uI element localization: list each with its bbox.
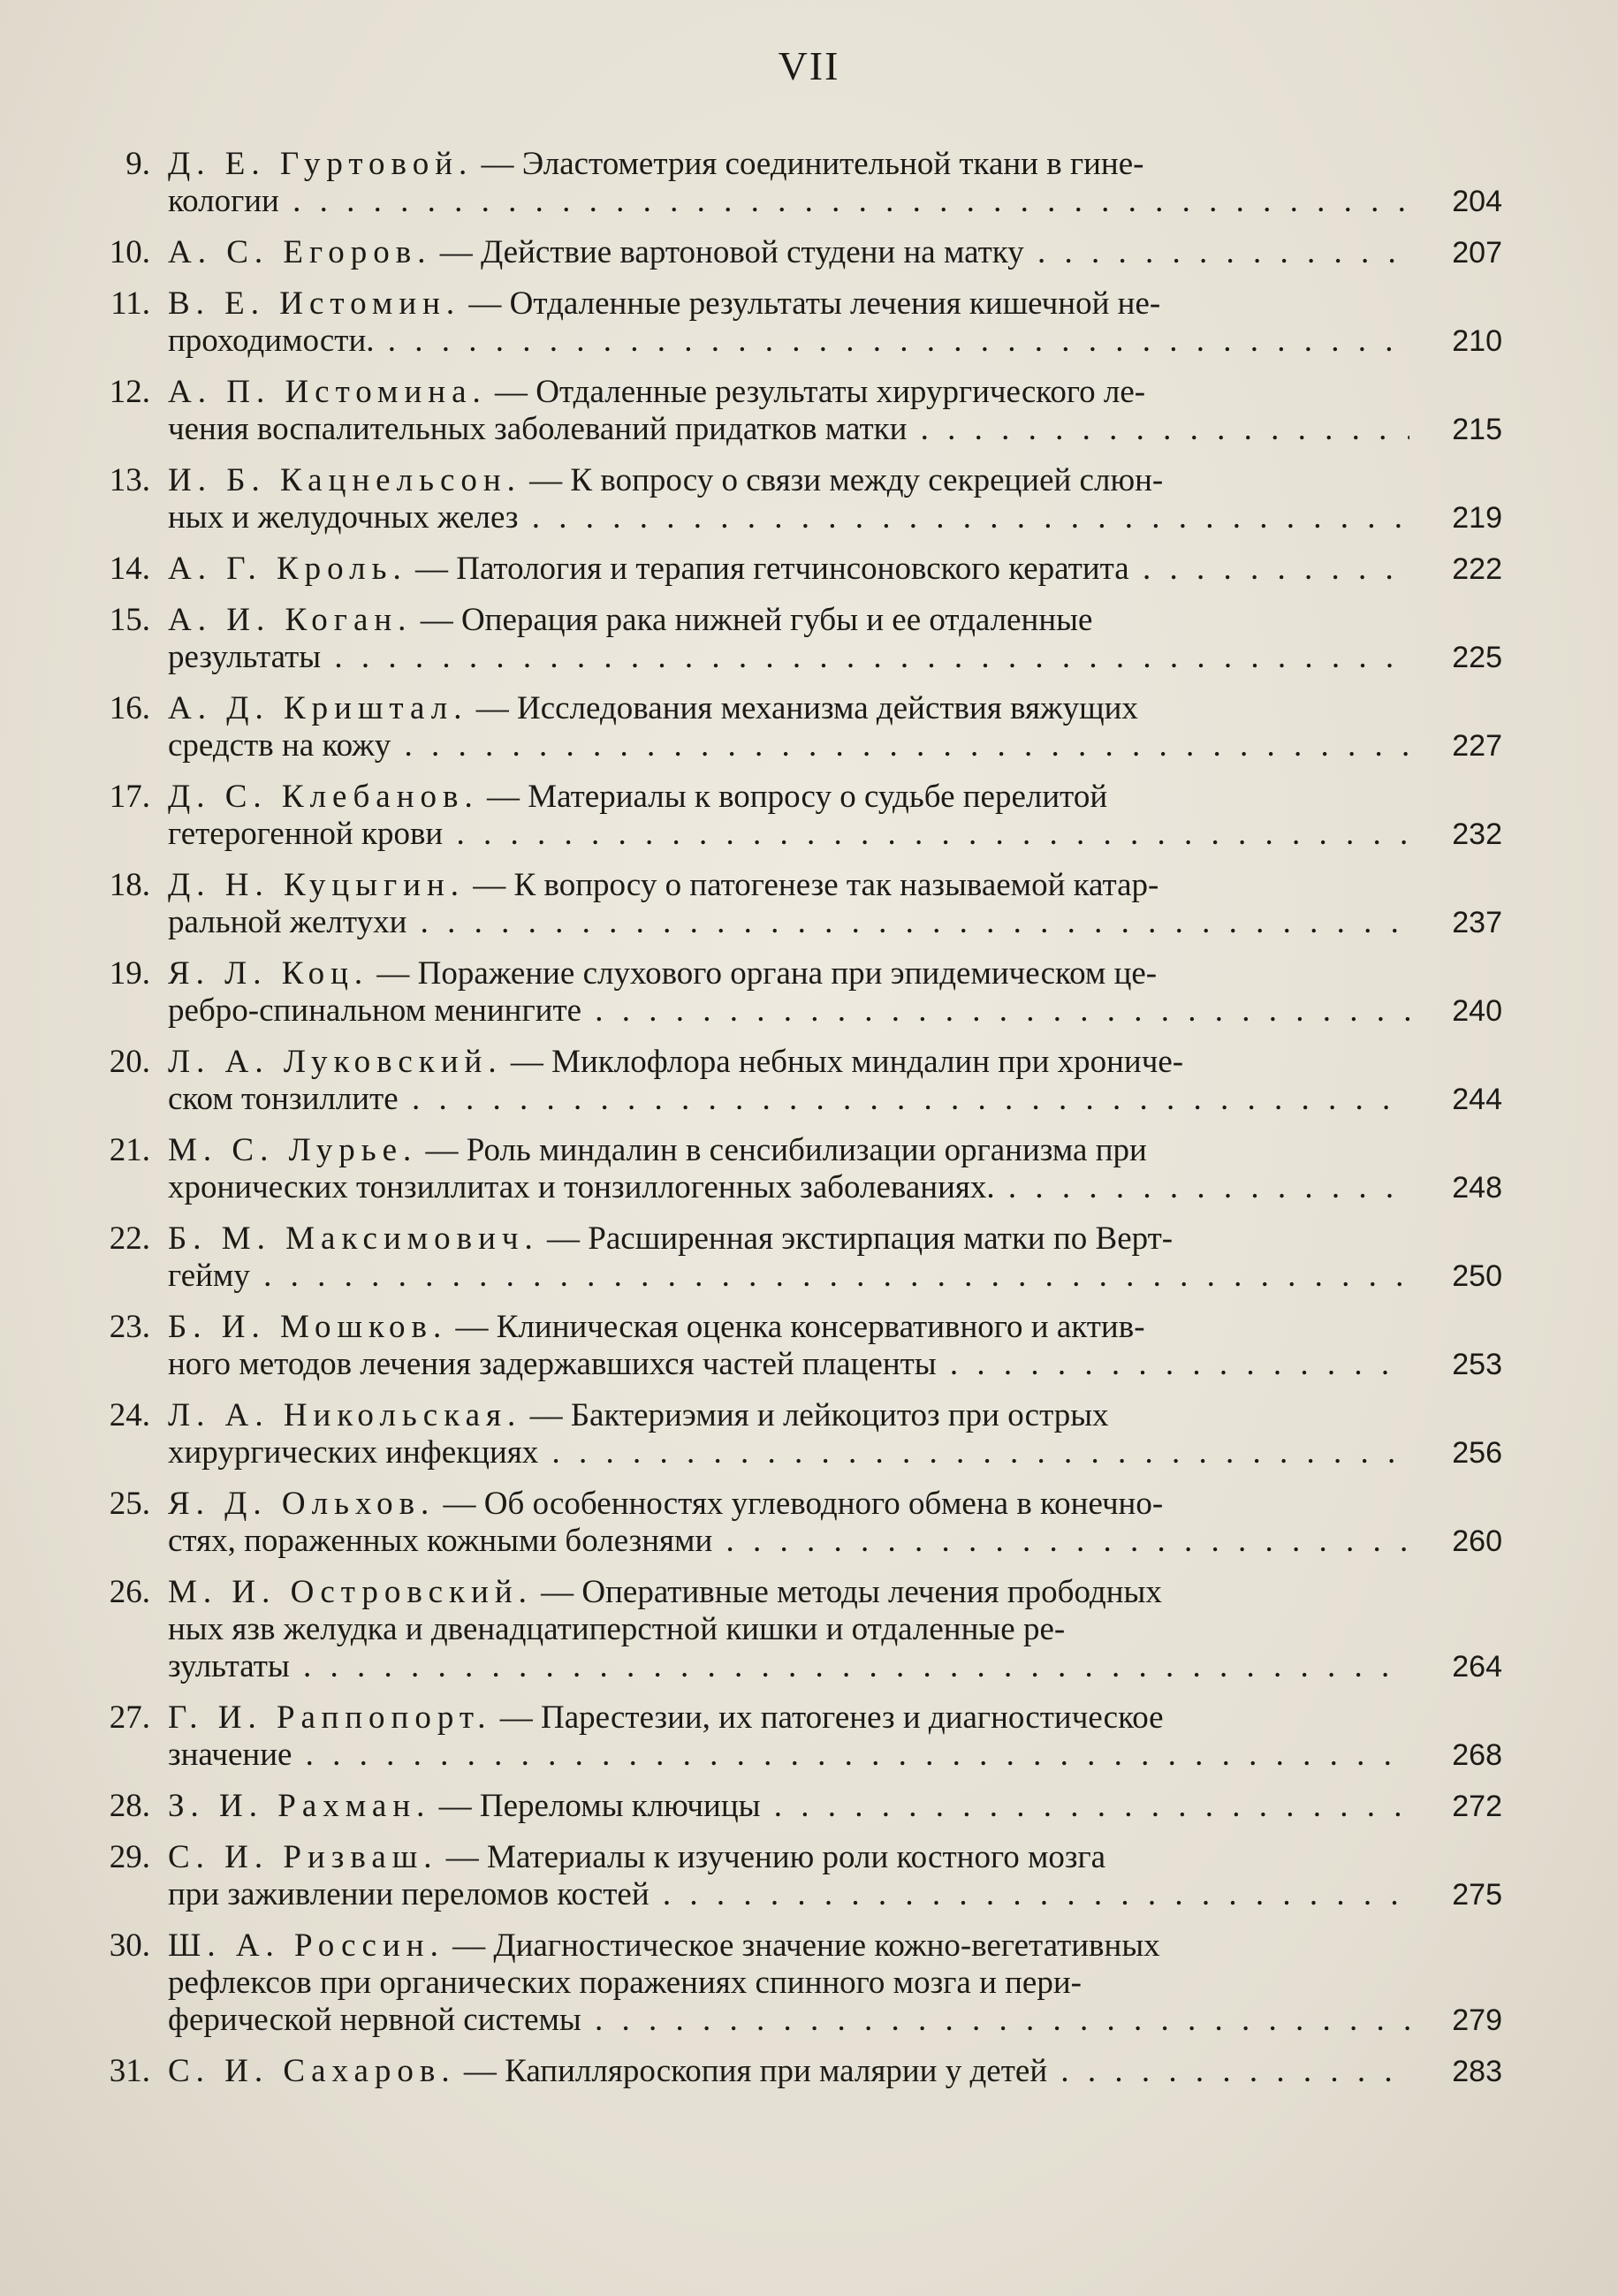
entry-title-line [168, 904, 1409, 941]
entry-author: А. С. Егоров. [168, 234, 432, 270]
entry-number: 21. [109, 1132, 150, 1168]
entry-page-number: 248 [1452, 1171, 1502, 1205]
leader-dots [1024, 234, 1409, 270]
entry-title-line [168, 1132, 1409, 1169]
entry-title-text: — Диагностическое значение кожно-вегетативных [452, 1927, 1160, 1964]
entry-title-line [168, 234, 1409, 271]
entry-title-text: — Миклофлора небных миндалин при хрониче- [510, 1044, 1184, 1080]
entry-title-line [168, 992, 1409, 1030]
entry-author: Ш. А. Россин. [168, 1927, 444, 1964]
entry-title-text: зультаты [168, 1648, 290, 1684]
entry-author: М. И. Островский. [168, 1574, 533, 1610]
entry-number: 19. [109, 955, 150, 992]
entry-title-text: ральной желтухи [168, 904, 407, 940]
leader-dots [581, 992, 1409, 1029]
entry-number: 25. [109, 1486, 150, 1522]
entry-title-line [168, 411, 1409, 448]
page-number: VII [778, 43, 840, 88]
toc-entry [88, 1927, 1502, 2039]
entry-title-text: — Бактериэмия и лейкоцитоз при острых [529, 1397, 1109, 1433]
entry-title-text: рефлексов при органических поражениях спинного мозга и пери- [168, 1965, 1082, 2001]
entry-number: 27. [109, 1699, 150, 1736]
entry-number: 17. [109, 779, 150, 815]
entry-number: 16. [109, 690, 150, 726]
entry-title-text: — Поражение слухового органа при эпидемическом це- [376, 955, 1158, 992]
leader-dots [250, 1258, 1409, 1294]
entry-page-number: 268 [1452, 1738, 1502, 1772]
entry-title-text: ных и желудочных желез [168, 499, 519, 536]
leader-dots [712, 1523, 1409, 1559]
leader-dots [907, 411, 1409, 447]
entry-number: 9. [125, 146, 150, 182]
entry-number: 10. [109, 234, 150, 270]
entry-number: 23. [109, 1309, 150, 1345]
entry-author: А. Д. Криштал. [168, 690, 468, 726]
entry-title-line [168, 499, 1409, 536]
leader-dots [443, 816, 1409, 852]
toc-entry [88, 374, 1502, 448]
toc-entry [88, 1486, 1502, 1560]
entry-number: 18. [109, 867, 150, 903]
entry-title-line [168, 690, 1409, 727]
entry-page-number: 272 [1452, 1790, 1502, 1823]
entry-title-line [168, 1839, 1409, 1876]
leader-dots [760, 1788, 1409, 1824]
entry-title-text: — Об особенностях углеводного обмена в конечно- [443, 1486, 1164, 1522]
toc-entry [88, 1132, 1502, 1206]
entry-title-line [168, 1044, 1409, 1081]
toc-entry [88, 2053, 1502, 2090]
entry-title-text: — Парестезии, их патогенез и диагностическое [499, 1699, 1164, 1736]
leader-dots [518, 499, 1409, 536]
entry-title-text: — Материалы к вопросу о судьбе перелитой [487, 779, 1108, 815]
entry-title-text: хронических тонзиллитах и тонзиллогенных заболеваниях. [168, 1169, 995, 1205]
entry-title-line [168, 1346, 1409, 1383]
toc-entry [88, 1044, 1502, 1118]
leader-dots [321, 639, 1409, 675]
entry-author: Д. Н. Куцыгин. [168, 867, 466, 903]
toc-entry [88, 551, 1502, 588]
entry-title-text: чения воспалительных заболеваний придатков матки [168, 411, 908, 447]
entry-page-number: 275 [1452, 1878, 1502, 1912]
entry-author: С. И. Ризваш. [168, 1839, 438, 1875]
entry-page-number: 219 [1452, 501, 1502, 535]
entry-title-line [168, 602, 1409, 639]
entry-title-line [168, 2002, 1409, 2039]
leader-dots [1047, 2053, 1409, 2089]
entry-page-number: 256 [1452, 1436, 1502, 1470]
entry-title-text: ных язв желудка и двенадцатиперстной кишки и отдаленные ре- [168, 1611, 1066, 1647]
entry-title-line [168, 1965, 1409, 2002]
entry-title-line [168, 1258, 1409, 1295]
entry-page-number: 225 [1452, 641, 1502, 674]
entry-author: А. П. Истомина. [168, 374, 487, 410]
toc-entry [88, 690, 1502, 764]
entry-number: 26. [109, 1574, 150, 1610]
toc-entry [88, 234, 1502, 271]
entry-title-text: — Переломы ключицы [438, 1788, 761, 1824]
entry-title-text: ферической нервной системы [168, 2002, 581, 2038]
entry-page-number: 210 [1452, 324, 1502, 358]
entry-title-text: ском тонзиллите [168, 1081, 399, 1117]
entry-number: 22. [109, 1220, 150, 1257]
entry-title-text: — Отдаленные результаты хирургического ле- [495, 374, 1146, 410]
entry-page-number: 244 [1452, 1083, 1502, 1116]
entry-title-text: стях, пораженных кожными болезнями [168, 1523, 713, 1559]
entry-author: Д. С. Клебанов. [168, 779, 479, 815]
leader-dots [292, 1737, 1409, 1773]
entry-author: А. И. Коган. [168, 602, 413, 638]
entry-page-number: 227 [1452, 729, 1502, 763]
entry-title-text: проходимости. [168, 323, 375, 359]
entry-title-line [168, 183, 1409, 220]
entry-title-text: кологии [168, 183, 279, 219]
entry-title-line [168, 816, 1409, 853]
entry-title-text: ребро-спинальном менингите [168, 992, 582, 1029]
entry-number: 20. [109, 1044, 150, 1080]
entry-title-line [168, 1081, 1409, 1118]
toc-entry [88, 1788, 1502, 1825]
entry-page-number: 240 [1452, 994, 1502, 1028]
entry-title-text: средств на кожу [168, 727, 391, 764]
entry-author: А. Г. Кроль. [168, 551, 407, 587]
entry-author: Б. М. Максимович. [168, 1220, 539, 1257]
entry-title-text: — Капилляроскопия при малярии у детей [463, 2053, 1048, 2089]
entry-page-number: 207 [1452, 236, 1502, 270]
leader-dots [279, 183, 1409, 219]
entry-title-line [168, 146, 1409, 183]
toc-entry [88, 1699, 1502, 1774]
entry-title-text: значение [168, 1737, 292, 1773]
entry-number: 29. [109, 1839, 150, 1875]
entry-title-text: — Роль миндалин в сенсибилизации организма при [425, 1132, 1147, 1168]
entry-page-number: 283 [1452, 2055, 1502, 2088]
entry-author: Л. А. Никольская. [168, 1397, 522, 1433]
entry-author: Я. Л. Коц. [168, 955, 369, 992]
entry-title-line [168, 285, 1409, 323]
entry-title-text: — Отдаленные результаты лечения кишечной не- [468, 285, 1161, 322]
entry-title-line [168, 1309, 1409, 1346]
entry-title-text: гейму [168, 1258, 250, 1294]
entry-title-text: хирургических инфекциях [168, 1434, 539, 1471]
entry-number: 15. [109, 602, 150, 638]
entry-title-line [168, 1788, 1409, 1825]
toc-entry [88, 602, 1502, 676]
entry-title-line [168, 867, 1409, 904]
entry-title-line [168, 374, 1409, 411]
entry-author: В. Е. Истомин. [168, 285, 461, 322]
entry-title-text: — Расширенная экстирпация матки по Верт- [547, 1220, 1174, 1257]
toc-entry [88, 146, 1502, 220]
entry-title-line [168, 551, 1409, 588]
entry-page-number: 237 [1452, 906, 1502, 939]
leader-dots [391, 727, 1409, 764]
leader-dots [375, 323, 1409, 359]
toc-entry [88, 1220, 1502, 1295]
leader-dots [406, 904, 1409, 940]
entry-author: Д. Е. Гуртовой. [168, 146, 474, 182]
entry-title-line [168, 1574, 1409, 1611]
entry-author: Я. Д. Ольхов. [168, 1486, 436, 1522]
entry-title-line [168, 1220, 1409, 1258]
entry-title-line [168, 1486, 1409, 1523]
toc-entry [88, 1397, 1502, 1471]
entry-author: С. И. Сахаров. [168, 2053, 456, 2089]
entry-title-text: — К вопросу о связи между секрецией слюн- [529, 462, 1164, 498]
entry-number: 28. [109, 1788, 150, 1824]
toc-entry [88, 285, 1502, 360]
entry-title-text: — Исследования механизма действия вяжущих [475, 690, 1138, 726]
entry-title-line [168, 1927, 1409, 1965]
entry-page-number: 222 [1452, 552, 1502, 586]
entry-title-text: результаты [168, 639, 322, 675]
table-of-contents [88, 146, 1502, 2104]
entry-title-line [168, 1737, 1409, 1774]
entry-title-line [168, 639, 1409, 676]
entry-title-line [168, 1611, 1409, 1648]
entry-number: 24. [109, 1397, 150, 1433]
entry-page-number: 232 [1452, 817, 1502, 851]
entry-number: 13. [109, 462, 150, 498]
leader-dots [1129, 551, 1409, 587]
entry-author: М. С. Лурье. [168, 1132, 418, 1168]
entry-number: 30. [109, 1927, 150, 1964]
entry-title-line [168, 1434, 1409, 1471]
entry-title-text: — Клиническая оценка консервативного и актив- [455, 1309, 1145, 1345]
toc-entry [88, 1309, 1502, 1383]
leader-dots [399, 1081, 1409, 1117]
entry-title-text: — Действие вартоновой студени на матку [439, 234, 1024, 270]
entry-title-line [168, 955, 1409, 992]
entry-author: Л. А. Луковский. [168, 1044, 503, 1080]
entry-title-text: — Материалы к изучению роли костного мозга [445, 1839, 1106, 1875]
entry-title-text: — Оперативные методы лечения прободных [541, 1574, 1162, 1610]
entry-title-line [168, 1523, 1409, 1560]
entry-page-number: 264 [1452, 1650, 1502, 1684]
leader-dots [937, 1346, 1409, 1382]
entry-title-line [168, 1876, 1409, 1913]
entry-title-line [168, 1169, 1409, 1206]
leader-dots [290, 1648, 1409, 1684]
entry-page-number: 204 [1452, 185, 1502, 218]
entry-title-line [168, 1699, 1409, 1737]
leader-dots [995, 1169, 1409, 1205]
entry-page-number: 260 [1452, 1524, 1502, 1558]
toc-entry [88, 1839, 1502, 1913]
entry-author: Г. И. Раппопорт. [168, 1699, 492, 1736]
leader-dots [649, 1876, 1409, 1912]
toc-entry [88, 462, 1502, 536]
entry-title-line [168, 323, 1409, 360]
entry-page-number: 253 [1452, 1348, 1502, 1381]
entry-author: Б. И. Мошков. [168, 1309, 448, 1345]
entry-title-text: — К вопросу о патогенезе так называемой катар- [473, 867, 1159, 903]
entry-number: 12. [109, 374, 150, 410]
entry-title-line [168, 1648, 1409, 1685]
entry-number: 14. [109, 551, 150, 587]
entry-title-text: при заживлении переломов костей [168, 1876, 649, 1912]
entry-title-text: — Патология и терапия гетчинсоновского кератита [414, 551, 1129, 587]
entry-title-text: гетерогенной крови [168, 816, 444, 852]
leader-dots [581, 2002, 1409, 2038]
entry-title-text: — Операция рака нижней губы и ее отдаленные [420, 602, 1093, 638]
toc-entry [88, 1574, 1502, 1685]
entry-title-line [168, 462, 1409, 499]
entry-page-number: 250 [1452, 1259, 1502, 1293]
entry-number: 31. [109, 2053, 150, 2089]
entry-title-text: ного методов лечения задержавшихся частей плаценты [168, 1346, 937, 1382]
toc-entry [88, 955, 1502, 1030]
entry-title-line [168, 779, 1409, 816]
entry-author: И. Б. Кацнельсон. [168, 462, 521, 498]
entry-page-number: 279 [1452, 2003, 1502, 2037]
entry-title-line [168, 1397, 1409, 1434]
entry-author: З. И. Рахман. [168, 1788, 431, 1824]
entry-page-number: 215 [1452, 413, 1502, 446]
toc-entry [88, 867, 1502, 941]
entry-title-text: — Эластометрия соединительной ткани в гине- [481, 146, 1144, 182]
toc-entry [88, 779, 1502, 853]
entry-title-line [168, 2053, 1409, 2090]
leader-dots [538, 1434, 1409, 1471]
entry-number: 11. [110, 285, 150, 322]
entry-title-line [168, 727, 1409, 764]
